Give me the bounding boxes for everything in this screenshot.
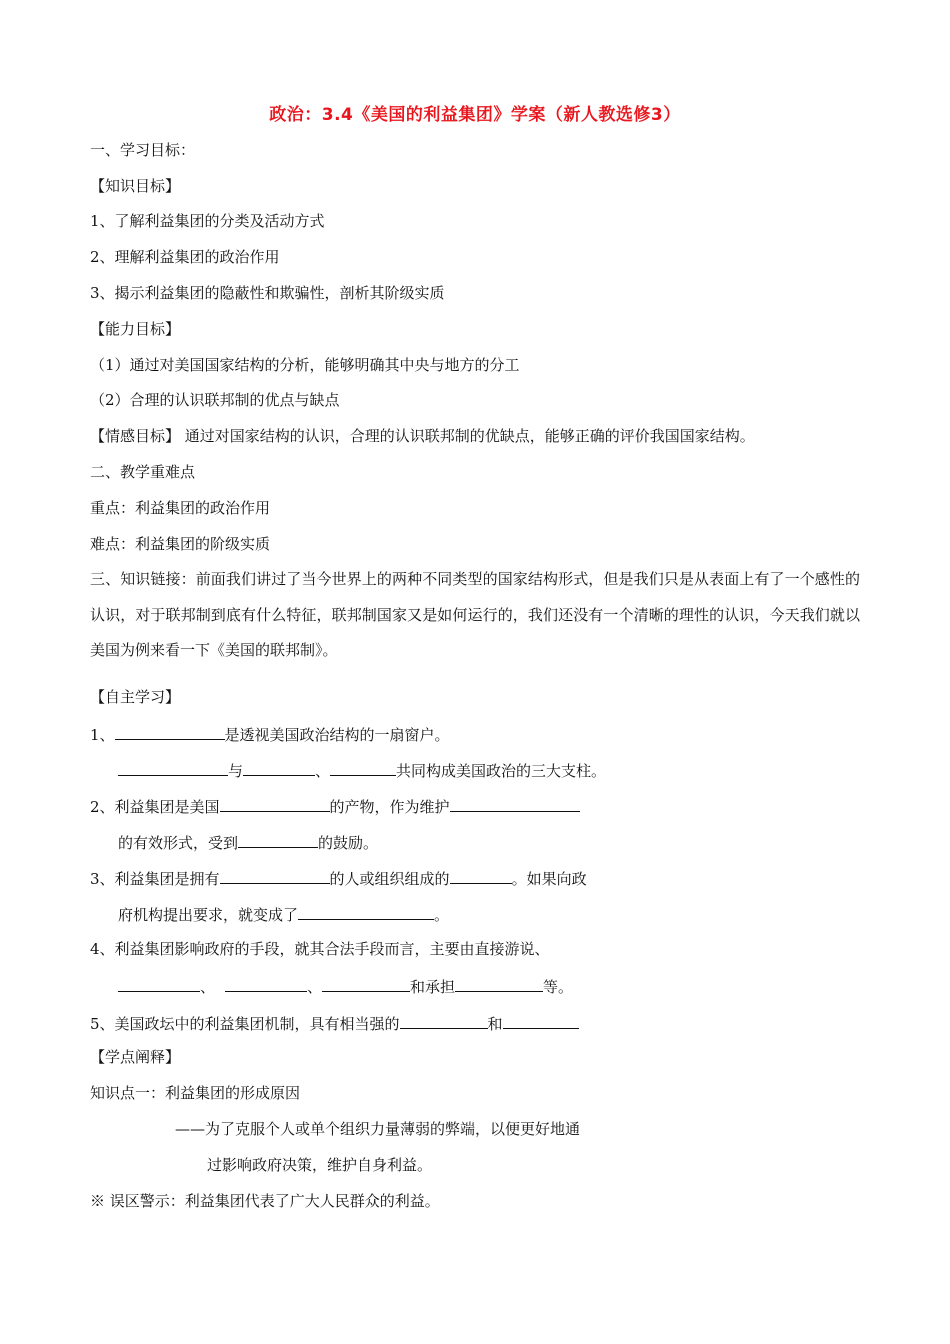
knowledge-point-1-desc-2: 过影响政府决策，维护自身利益。 bbox=[207, 1156, 433, 1174]
answer-blank[interactable] bbox=[220, 867, 330, 884]
question-3-line-1 bbox=[90, 867, 587, 889]
answer-blank[interactable] bbox=[238, 831, 318, 848]
question-4-tail: 等。 bbox=[543, 978, 574, 996]
ability-goal-1: （1）通过对美国国家结构的分析，能够明确其中央与地方的分工 bbox=[90, 356, 520, 374]
connector-text: 与 bbox=[228, 762, 244, 780]
knowledge-goal-2: 2、理解利益集团的政治作用 bbox=[90, 248, 280, 266]
question-5-text: 5、美国政坛中的利益集团机制，具有相当强的 bbox=[90, 1015, 400, 1033]
question-2-line-2 bbox=[118, 831, 378, 853]
key-point: 重点：利益集团的政治作用 bbox=[90, 499, 271, 517]
question-1-text: 是透视美国政治结构的一扇窗户。 bbox=[224, 726, 450, 744]
question-1-tail: 共同构成美国政治的三大支柱。 bbox=[396, 762, 607, 780]
question-5-line-1 bbox=[90, 1012, 579, 1034]
answer-blank[interactable] bbox=[243, 759, 315, 776]
answer-blank[interactable] bbox=[225, 975, 307, 992]
knowledge-point-1-desc-1: ——为了克服个人或单个组织力量薄弱的弊端，以便更好地通 bbox=[175, 1120, 581, 1138]
answer-blank[interactable] bbox=[298, 903, 434, 920]
separator-text: 、 bbox=[307, 978, 323, 996]
separator-text: 、 bbox=[200, 978, 216, 996]
ability-goal-2: （2）合理的认识联邦制的优点与缺点 bbox=[90, 391, 340, 409]
answer-blank[interactable] bbox=[220, 795, 330, 812]
self-study-heading: 【自主学习】 bbox=[90, 688, 181, 706]
answer-blank[interactable] bbox=[322, 975, 410, 992]
question-4-line-2 bbox=[118, 975, 573, 997]
separator-text: 、 bbox=[315, 762, 331, 780]
question-1-number: 1、 bbox=[90, 726, 115, 744]
question-2-tail: 的鼓励。 bbox=[318, 834, 379, 852]
question-3-text: 3、利益集团是拥有 bbox=[90, 870, 220, 888]
emotion-goal: 【情感目标】 通过对国家结构的认识，合理的认识联邦制的优缺点，能够正确的评价我国国家结构。 bbox=[90, 427, 755, 445]
question-1-line-1 bbox=[90, 723, 450, 745]
question-3-mid: 的人或组织组成的 bbox=[329, 870, 450, 888]
answer-blank[interactable] bbox=[450, 867, 512, 884]
answer-blank[interactable] bbox=[503, 1012, 579, 1029]
knowledge-goal-1: 1、了解利益集团的分类及活动方式 bbox=[90, 212, 325, 230]
question-1-line-2 bbox=[118, 759, 606, 781]
answer-blank[interactable] bbox=[118, 759, 228, 776]
question-2-mid: 的产物，作为维护 bbox=[329, 798, 450, 816]
explanation-heading: 【学点阐释】 bbox=[90, 1048, 181, 1066]
section-learning-goals: 一、学习目标： bbox=[90, 141, 196, 159]
connector-text: 和 bbox=[487, 1015, 503, 1033]
ability-goals-heading: 【能力目标】 bbox=[90, 320, 181, 338]
knowledge-link-paragraph: 三、知识链接：前面我们讲过了当今世界上的两种不同类型的国家结构形式，但是我们只是从表面上有了一个感性的认识，对于联邦制到底有什么特征，联邦制国家又是如何运行的，我们还没有一个清晰的理性的认识，今天我们就以美国为例来看一下《美国的联邦制》。 bbox=[90, 570, 860, 659]
question-2-cont: 的有效形式，受到 bbox=[118, 834, 239, 852]
answer-blank[interactable] bbox=[400, 1012, 488, 1029]
answer-blank[interactable] bbox=[330, 759, 396, 776]
question-3-line-2 bbox=[118, 903, 449, 925]
question-3-cont: 府机构提出要求，就变成了 bbox=[118, 906, 299, 924]
answer-blank[interactable] bbox=[450, 795, 580, 812]
knowledge-goals-heading: 【知识目标】 bbox=[90, 177, 181, 195]
question-2-text: 2、利益集团是美国 bbox=[90, 798, 220, 816]
knowledge-point-1: 知识点一：利益集团的形成原因 bbox=[90, 1084, 301, 1102]
answer-blank[interactable] bbox=[115, 723, 225, 740]
question-2-line-1 bbox=[90, 795, 580, 817]
answer-blank[interactable] bbox=[118, 975, 200, 992]
connector-text: 和承担 bbox=[410, 978, 456, 996]
misconception-warning: ※ 误区警示：利益集团代表了广大人民群众的利益。 bbox=[90, 1192, 440, 1210]
document-title: 政治：3.4《美国的利益集团》学案（新人教选修3） bbox=[269, 105, 681, 125]
section-key-points: 二、教学重难点 bbox=[90, 463, 196, 481]
question-3-end: 。如果向政 bbox=[511, 870, 587, 888]
question-4-line-1: 4、利益集团影响政府的手段，就其合法手段而言，主要由直接游说、 bbox=[90, 940, 550, 958]
answer-blank[interactable] bbox=[455, 975, 543, 992]
difficult-point: 难点：利益集团的阶级实质 bbox=[90, 535, 271, 553]
question-3-tail: 。 bbox=[434, 906, 450, 924]
knowledge-goal-3: 3、揭示利益集团的隐蔽性和欺骗性，剖析其阶级实质 bbox=[90, 284, 445, 302]
